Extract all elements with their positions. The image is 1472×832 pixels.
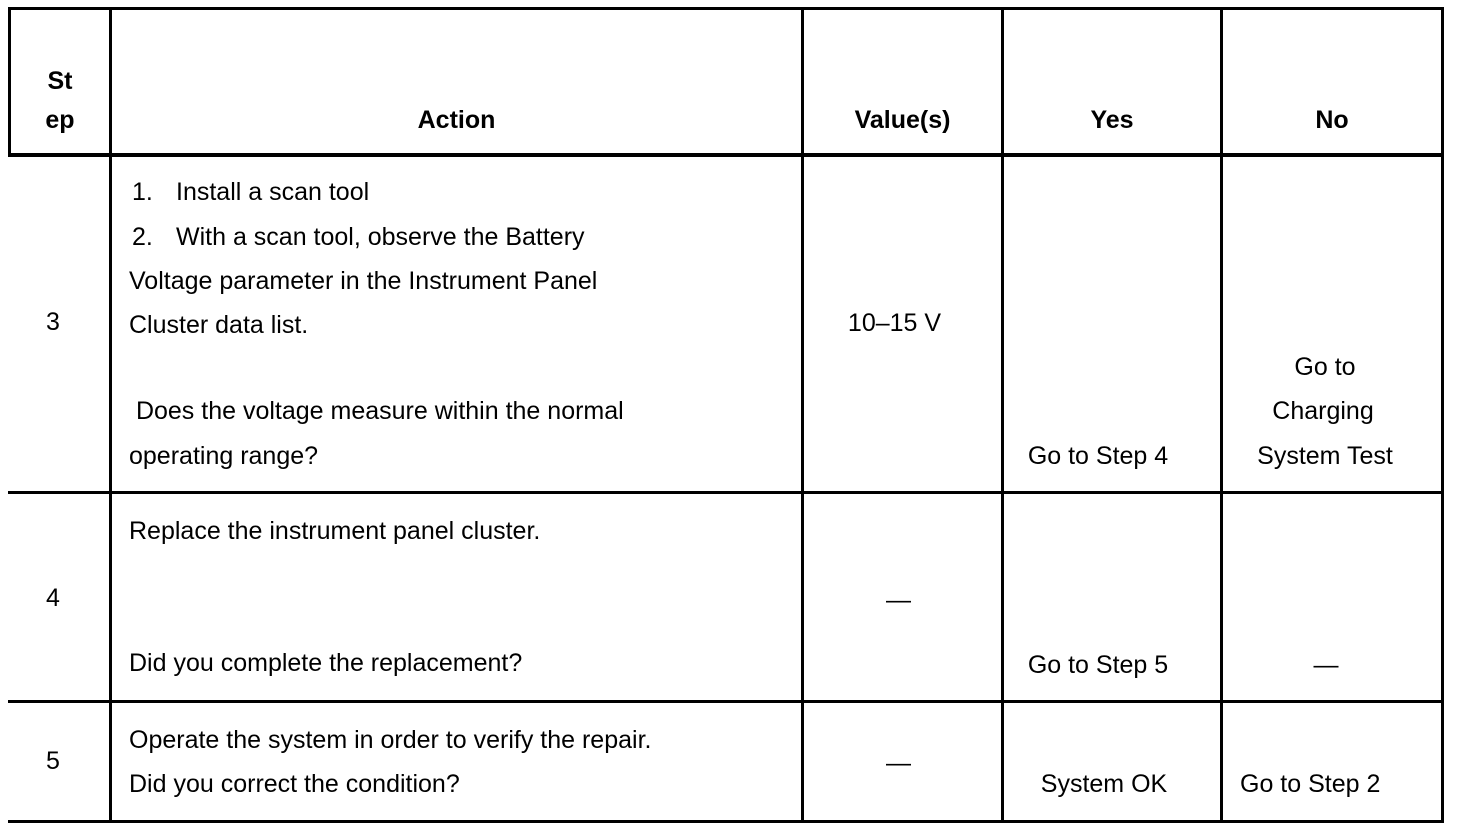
header-no: No xyxy=(1315,106,1349,134)
no-step-4: — xyxy=(1313,651,1339,679)
action-item-1-text: Install a scan tool xyxy=(176,178,370,206)
header-values: Value(s) xyxy=(854,106,951,134)
action-question-step-4: Did you complete the replacement? xyxy=(129,649,523,677)
step-number-3: 3 xyxy=(46,308,60,336)
no-step-3-line-3: System Test xyxy=(1257,442,1393,470)
yes-step-3: Go to Step 4 xyxy=(1027,442,1169,470)
no-step-3-line-1: Go to xyxy=(1294,353,1356,381)
action-item-2-continued-2: Cluster data list. xyxy=(129,311,309,339)
action-line-step-4: Replace the instrument panel cluster. xyxy=(129,517,541,545)
value-step-4: — xyxy=(886,586,911,614)
action-item-2-number: 2. xyxy=(132,223,153,251)
header-yes: Yes xyxy=(1090,106,1134,134)
no-step-5: Go to Step 2 xyxy=(1240,770,1381,798)
header-step-line1: St xyxy=(47,67,73,95)
yes-step-4: Go to Step 5 xyxy=(1027,651,1169,679)
table-border-right xyxy=(1441,7,1444,823)
action-item-1-number: 1. xyxy=(132,178,153,206)
no-step-3-line-2: Charging xyxy=(1272,397,1374,425)
table-border-bottom xyxy=(8,820,1444,823)
action-line-step-5: Operate the system in order to verify the repair. xyxy=(129,726,652,754)
action-item-2-text: With a scan tool, observe the Battery xyxy=(176,223,585,251)
action-question-line-1: Does the voltage measure within the normal xyxy=(129,397,624,425)
value-step-3: 10–15 V xyxy=(847,309,942,337)
value-step-5: — xyxy=(886,749,911,777)
header-action: Action xyxy=(417,106,496,134)
table-border-top xyxy=(8,7,1444,10)
action-question-line-2: operating range? xyxy=(129,442,319,470)
header-step-line2: ep xyxy=(45,106,75,134)
row-separator-3-4 xyxy=(8,491,1444,494)
row-separator-4-5 xyxy=(8,700,1444,703)
yes-step-5: System OK xyxy=(1040,770,1168,798)
step-number-5: 5 xyxy=(46,747,60,775)
action-question-step-5: Did you correct the condition? xyxy=(129,770,460,798)
header-separator xyxy=(8,153,1444,157)
action-item-2-continued-1: Voltage parameter in the Instrument Panel xyxy=(129,267,598,295)
step-number-4: 4 xyxy=(46,584,60,612)
